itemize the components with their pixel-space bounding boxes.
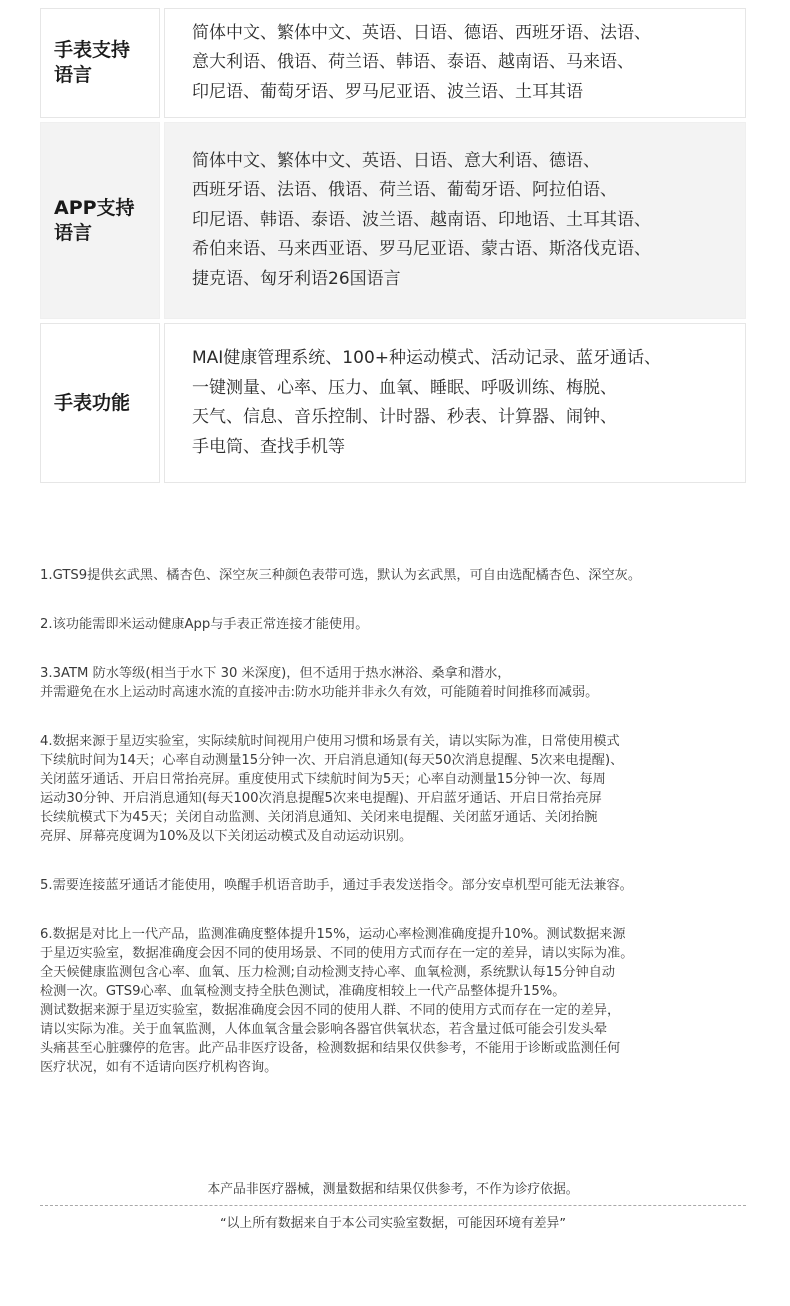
spec-row-app-languages	[40, 122, 746, 319]
spec-label	[40, 122, 160, 319]
footnote-4	[40, 732, 785, 846]
spec-value-line: 一键测量、心率、压力、血氧、睡眠、呼吸训练、梅脱、	[192, 377, 617, 398]
footnote-6	[40, 925, 785, 1077]
footnote-line: 头痛甚至心脏骤停的危害。此产品非医疗设备，检测数据和结果仅供参考，不能用于诊断或监测任何	[40, 1041, 621, 1056]
footnote-5	[40, 876, 785, 895]
spec-label	[40, 8, 160, 118]
footnote-1	[40, 566, 785, 585]
spec-table	[40, 8, 746, 487]
spec-label-line: 语言	[54, 64, 93, 86]
footnote-line: 于星迈实验室，数据准确度会因不同的使用场景、不同的使用方式而存在一定的差异，请以实际为准。	[40, 946, 634, 961]
spec-value-line: 手电筒、查找手机等	[192, 436, 345, 457]
spec-row-watch-features	[40, 323, 746, 483]
spec-value	[164, 8, 746, 118]
footnote-line: 运动30分钟、开启消息通知(每天100次消息提醒5次来电提醒)、开启蓝牙通话、开启日常抬亮屏	[40, 791, 602, 806]
spec-value	[164, 122, 746, 319]
footnote-2	[40, 615, 785, 634]
footnote-line: 长续航模式下为45天；关闭自动监测、关闭消息通知、关闭来电提醒、关闭蓝牙通话、关闭抬腕	[40, 810, 598, 825]
footnote-line: 测试数据来源于星迈实验室，数据准确度会因不同的使用人群、不同的使用方式而存在一定的差异，	[40, 1003, 621, 1018]
footnote-line: 6.数据是对比上一代产品，监测准确度整体提升15%，运动心率检测准确度提升10%。测试数据来源	[40, 927, 626, 942]
footnote-line: 检测一次。GTS9心率、血氧检测支持全肤色测试，准确度相较上一代产品整体提升15%。	[40, 984, 566, 999]
dashed-divider	[40, 1205, 746, 1206]
footnote-line: 2.该功能需即米运动健康App与手表正常连接才能使用。	[40, 617, 369, 632]
footnote-line: 1.GTS9提供玄武黑、橘杏色、深空灰三种颜色表带可选，默认为玄武黑，可自由选配橘杏色、深空灰。	[40, 568, 642, 583]
spec-label-line: 语言	[54, 221, 93, 244]
footnote-line: 5.需要连接蓝牙通话才能使用，唤醒手机语音助手，通过手表发送指令。部分安卓机型可能无法兼容。	[40, 878, 633, 893]
spec-value-line: 印尼语、葡萄牙语、罗马尼亚语、波兰语、土耳其语	[192, 81, 583, 102]
footnote-line: 3.3ATM 防水等级(相当于水下 30 米深度)，但不适用于热水淋浴、桑拿和潜水，	[40, 666, 511, 681]
footnote-line: 关闭蓝牙通话、开启日常抬亮屏。重度使用式下续航时间为5天；心率自动测量15分钟一次、每周	[40, 772, 606, 787]
spec-label-line: 手表支持	[54, 39, 131, 61]
footnote-3	[40, 664, 785, 702]
spec-label	[40, 323, 160, 483]
spec-value-line: MAI健康管理系统、100+种运动模式、活动记录、蓝牙通话、	[192, 348, 662, 368]
spec-row-watch-languages	[40, 8, 746, 118]
spec-value-line: 捷克语、匈牙利语26国语言	[192, 268, 401, 289]
spec-label-line: 手表功能	[54, 391, 131, 414]
footnote-line: 并需避免在水上运动时高速水流的直接冲击:防水功能并非永久有效，可能随着时间推移而减弱。	[40, 685, 599, 700]
spec-value-line: 简体中文、繁体中文、英语、日语、德语、西班牙语、法语、	[192, 22, 651, 43]
medical-disclaimer: 本产品非医疗器械，测量数据和结果仅供参考，不作为诊疗依据。	[207, 1182, 579, 1197]
spec-value-line: 简体中文、繁体中文、英语、日语、意大利语、德语、	[192, 150, 600, 171]
footnote-line: 医疗状况，如有不适请向医疗机构咨询。	[40, 1060, 278, 1075]
footnotes	[40, 566, 785, 1107]
spec-value-line: 天气、信息、音乐控制、计时器、秒表、计算器、闹钟、	[192, 407, 617, 427]
spec-value-line: 希伯来语、马来西亚语、罗马尼亚语、蒙古语、斯洛伐克语、	[192, 239, 651, 260]
spec-value	[164, 323, 746, 483]
footnote-line: 请以实际为准。关于血氧监测，人体血氧含量会影响各器官供氧状态，若含量过低可能会引发头晕	[40, 1022, 608, 1037]
lab-data-note: “以上所有数据来自于本公司实验室数据，可能因环境有差异”	[220, 1216, 566, 1231]
footnote-line: 4.数据来源于星迈实验室，实际续航时间视用户使用习惯和场景有关，请以实际为准，日常使用模式	[40, 734, 620, 749]
spec-value-line: 西班牙语、法语、俄语、荷兰语、葡萄牙语、阿拉伯语、	[192, 180, 617, 201]
spec-value-line: 印尼语、韩语、泰语、波兰语、越南语、印地语、土耳其语、	[192, 209, 651, 230]
spec-value-line: 意大利语、俄语、荷兰语、韩语、泰语、越南语、马来语、	[192, 52, 634, 73]
footnote-line: 下续航时间为14天；心率自动测量15分钟一次、开启消息通知(每天50次消息提醒、5次来电提醒)、	[40, 753, 624, 768]
footnote-line: 全天候健康监测包含心率、血氧、压力检测;自动检测支持心率、血氧检测，系统默认每15分钟自动	[40, 965, 616, 980]
footnote-line: 亮屏、屏幕亮度调为10%及以下关闭运动模式及自动运动识别。	[40, 829, 413, 844]
spec-label-line: APP支持	[54, 196, 135, 219]
